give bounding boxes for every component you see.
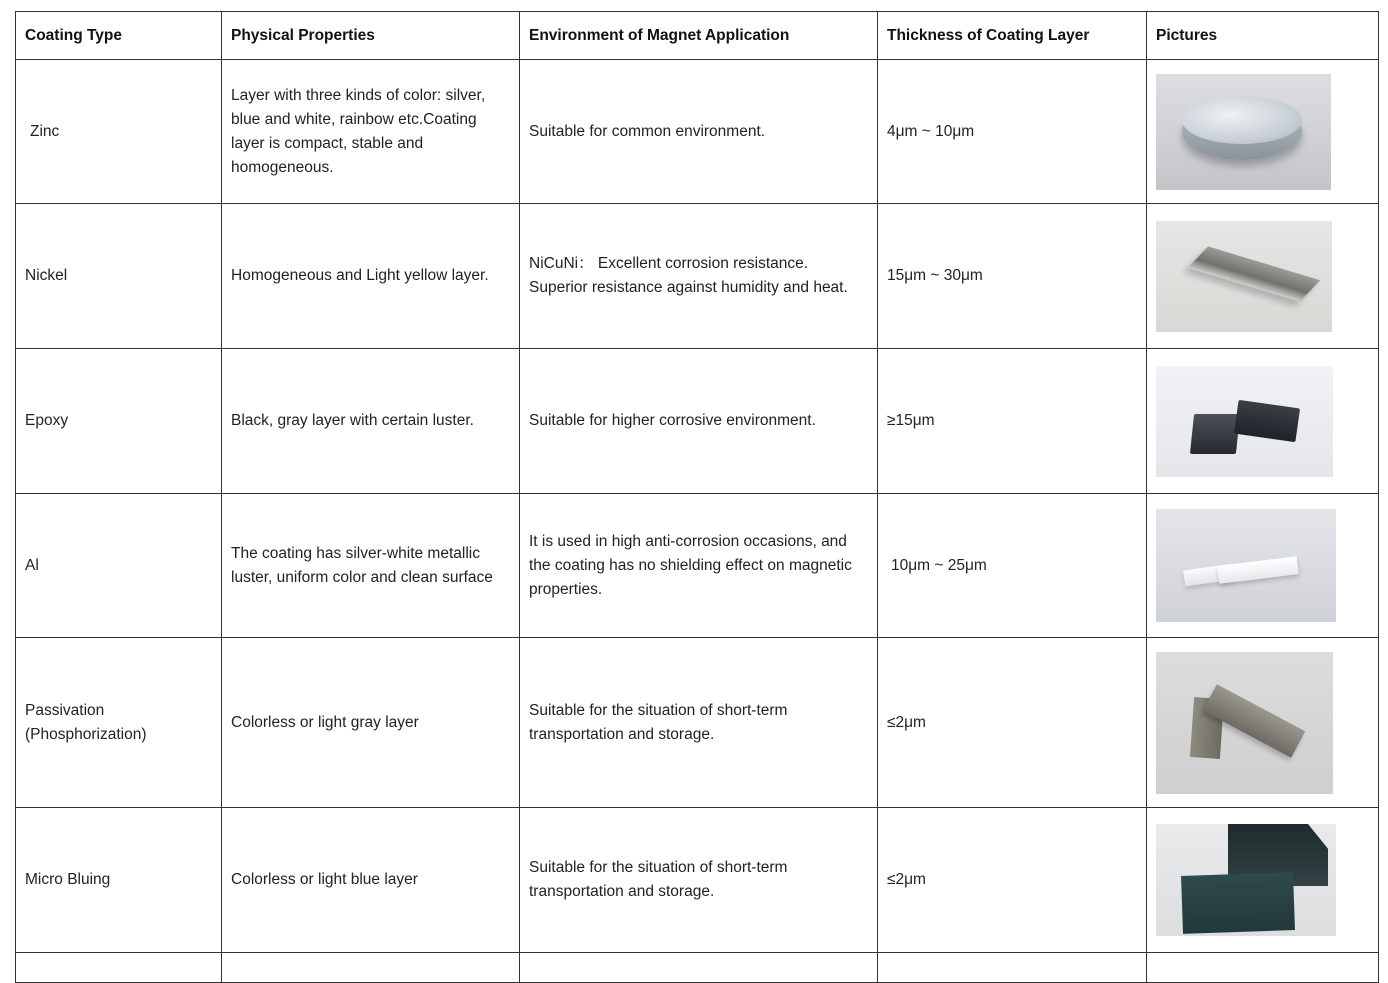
physical-properties-cell: The coating has silver-white metallic luster, uniform color and clean surface (222, 494, 520, 638)
coating-type-cell: Nickel (16, 204, 222, 349)
environment-cell: Suitable for the situation of short-term transportation and storage. (520, 808, 878, 953)
physical-properties-cell: Colorless or light blue layer (222, 808, 520, 953)
thickness-cell: 15μm ~ 30μm (878, 204, 1147, 349)
micro-bluing-photo (1156, 824, 1336, 936)
header-pictures: Pictures (1147, 12, 1379, 60)
coating-type-cell: Zinc (16, 60, 222, 204)
thickness-cell: ≥15μm (878, 349, 1147, 494)
epoxy-blocks-photo (1156, 366, 1333, 477)
header-coating-type: Coating Type (16, 12, 222, 60)
header-environment: Environment of Magnet Application (520, 12, 878, 60)
header-thickness: Thickness of Coating Layer (878, 12, 1147, 60)
picture-cell (1147, 808, 1379, 953)
table-row (16, 204, 1379, 349)
picture-cell (1147, 638, 1379, 808)
coating-type-cell: Micro Bluing (16, 808, 222, 953)
coating-table (15, 11, 1379, 983)
thickness-cell: 4μm ~ 10μm (878, 60, 1147, 204)
table-row (16, 808, 1379, 953)
environment-cell: It is used in high anti-corrosion occasions, and the coating has no shielding effect on magnetic properties. (520, 494, 878, 638)
physical-properties-cell: Layer with three kinds of color: silver, blue and white, rainbow etc.Coating layer is compact, stable and homogeneous. (222, 60, 520, 204)
nickel-bar-photo (1156, 221, 1332, 332)
environment-cell: Suitable for the situation of short-term transportation and storage. (520, 638, 878, 808)
picture-cell (1147, 204, 1379, 349)
picture-cell (1147, 349, 1379, 494)
picture-cell (1147, 494, 1379, 638)
physical-properties-cell: Black, gray layer with certain luster. (222, 349, 520, 494)
environment-cell: Suitable for common environment. (520, 60, 878, 204)
passivation-plates-photo (1156, 652, 1333, 794)
environment-cell: Suitable for higher corrosive environment. (520, 349, 878, 494)
coating-type-cell: Passivation (Phosphorization) (16, 638, 222, 808)
header-physical-properties: Physical Properties (222, 12, 520, 60)
header-row (16, 12, 1379, 60)
aluminium-plates-photo (1156, 509, 1336, 622)
thickness-cell: 10μm ~ 25μm (878, 494, 1147, 638)
coating-type-cell: Al (16, 494, 222, 638)
coating-type-cell: Epoxy (16, 349, 222, 494)
table-row (16, 60, 1379, 204)
table-row (16, 349, 1379, 494)
table-row (16, 953, 1379, 983)
physical-properties-cell: Homogeneous and Light yellow layer. (222, 204, 520, 349)
environment-cell: NiCuNi： Excellent corrosion resistance. Superior resistance against humidity and heat. (520, 204, 878, 349)
zinc-disc-photo (1156, 74, 1331, 190)
table-row (16, 638, 1379, 808)
thickness-cell: ≤2μm (878, 638, 1147, 808)
thickness-cell: ≤2μm (878, 808, 1147, 953)
table-row (16, 494, 1379, 638)
picture-cell (1147, 60, 1379, 204)
physical-properties-cell: Colorless or light gray layer (222, 638, 520, 808)
